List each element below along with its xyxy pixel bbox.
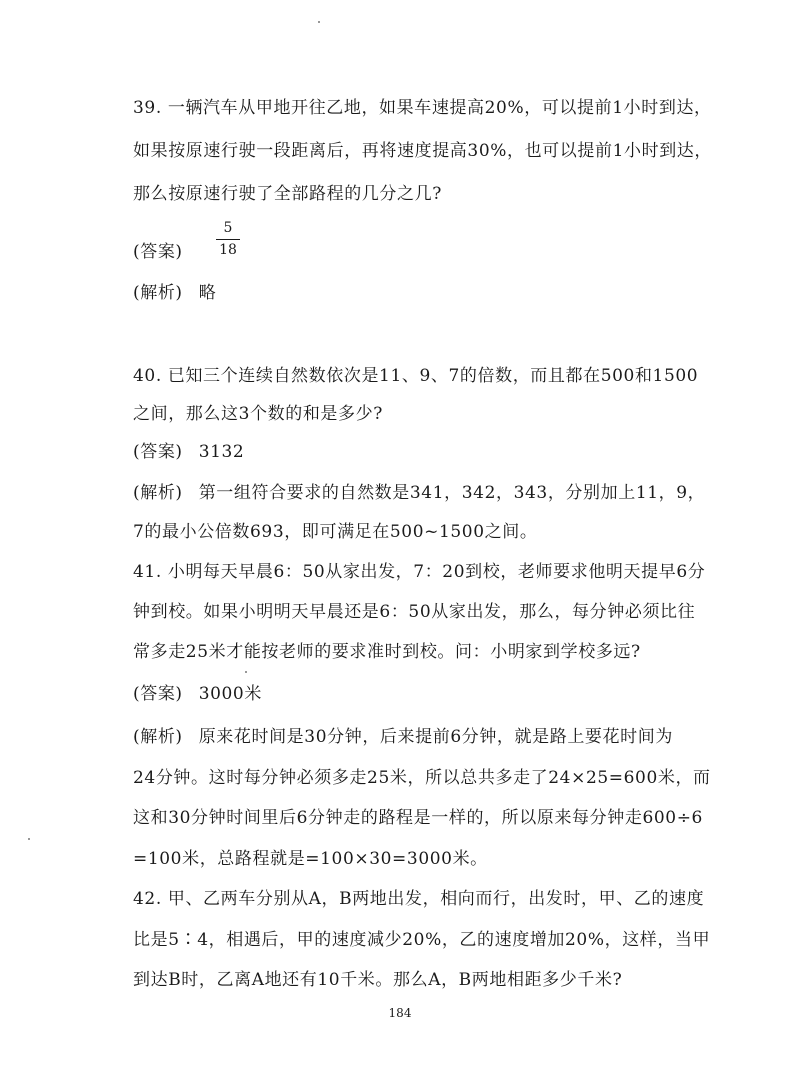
q41-text-line-3: 常多走25米才能按老师的要求准时到校。问：小明家到学校多远? [133, 642, 641, 662]
q41-analysis-line-2: 24分钟。这时每分钟必须多走25米，所以总共多走了24×25=600米，而 [133, 768, 711, 788]
analysis-label: (解析) [133, 283, 183, 303]
q42-text-line-3: 到达B时，乙离A地还有10千米。那么A，B两地相距多少千米? [133, 970, 623, 990]
q41-analysis-line-3: 这和30分钟时间里后6分钟走的路程是一样的，所以原来每分钟走600÷6 [133, 808, 703, 828]
answer-label: (答案) [133, 242, 183, 262]
q40-analysis-line-1 [133, 482, 705, 504]
q41-text-line-2: 钟到校。如果小明明天早晨还是6：50从家出发，那么，每分钟必须比往 [133, 602, 696, 622]
q39-text-line-3: 那么按原速行驶了全部路程的几分之几? [133, 184, 442, 204]
analysis-label: (解析) [133, 727, 183, 747]
scan-speck [318, 21, 320, 23]
scan-speck [28, 838, 30, 840]
q39-answer [133, 241, 183, 263]
answer-label: (答案) [133, 442, 183, 462]
q39-text-line-2: 如果按原速行驶一段距离后，再将速度提高30%，也可以提前1小时到达， [133, 141, 712, 161]
q39-analysis [133, 282, 216, 304]
q42-text-line-2: 比是5∶4，相遇后，甲的速度减少20%，乙的速度增加20%，这样，当甲 [133, 930, 711, 950]
scan-speck [245, 671, 247, 673]
page-number: 184 [388, 1006, 412, 1020]
q41-analysis-line-1 [133, 726, 673, 748]
q41-answer [133, 683, 262, 705]
q39-answer-fraction [216, 220, 240, 259]
fraction-numerator: 5 [223, 220, 233, 236]
fraction-denominator: 18 [219, 242, 237, 258]
analysis-text: 第一组符合要求的自然数是341，342，343，分别加上11，9， [198, 483, 706, 503]
answer-text: 3132 [198, 442, 245, 462]
answer-label: (答案) [133, 684, 183, 704]
analysis-text: 略 [198, 283, 217, 303]
q40-text-line-1: 40. 已知三个连续自然数依次是11、9、7的倍数，而且都在500和1500 [133, 366, 699, 386]
answer-text: 3000米 [198, 684, 262, 704]
q41-text-line-1: 41. 小明每天早晨6：50从家出发，7：20到校，老师要求他明天提早6分 [133, 562, 706, 582]
q41-analysis-line-4: =100米，总路程就是=100×30=3000米。 [133, 849, 488, 869]
fraction-bar [216, 239, 240, 240]
q40-text-line-2: 之间，那么这3个数的和是多少? [133, 404, 383, 424]
analysis-label: (解析) [133, 483, 183, 503]
q40-answer [133, 441, 244, 463]
analysis-text: 原来花时间是30分钟，后来提前6分钟，就是路上要花时间为 [198, 727, 673, 747]
q39-text-line-1: 39. 一辆汽车从甲地开往乙地，如果车速提高20%，可以提前1小时到达， [133, 98, 712, 118]
q40-analysis-line-2: 7的最小公倍数693，即可满足在500~1500之间。 [133, 522, 538, 542]
q42-text-line-1: 42. 甲、乙两车分别从A，B两地出发，相向而行，出发时，甲、乙的速度 [133, 889, 705, 909]
